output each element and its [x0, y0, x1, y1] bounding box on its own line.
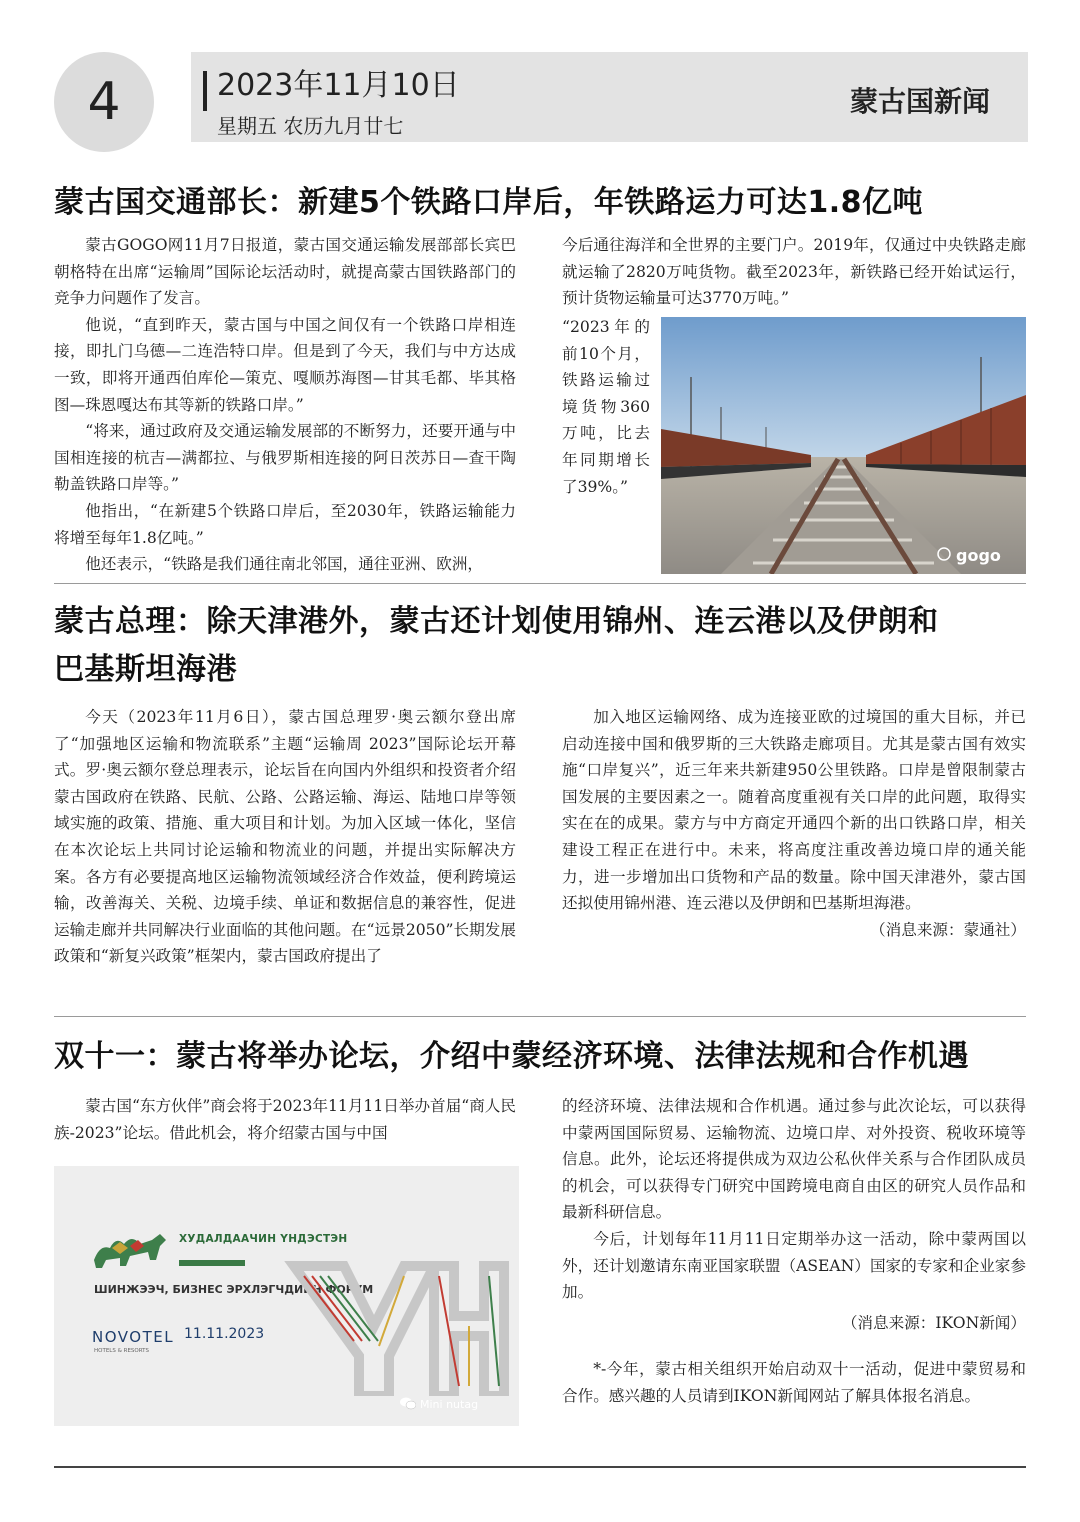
article-divider [54, 583, 1026, 584]
hotel-logo-sub: HOTELS & RESORTS [94, 1348, 150, 1354]
article1-paragraph: 蒙古GOGO网11月7日报道，蒙古国交通运输发展部部长宾巴朝格特在出席“运输周”国际论坛活动时，就提高蒙古国铁路部门的竞争力问题作了发言。 [54, 236, 516, 308]
article3-headline: 双十一：蒙古将举办论坛，介绍中蒙经济环境、法律法规和合作机遇 [54, 1039, 969, 1074]
article2-source: （消息来源：蒙通社） [870, 920, 1026, 939]
forum-title-underline [179, 1260, 245, 1266]
photo-side-caption: “2023年的前10个月，铁路运输过境货物360万吨，比去年同期增长了39%。” [562, 318, 650, 496]
article1-headline: 蒙古国交通部长：新建5个铁路口岸后，年铁路运力可达1.8亿吨 [54, 185, 924, 220]
article2-headline-line1: 蒙古总理：除天津港外，蒙古还计划使用锦州、连云港以及伊朗和 [54, 604, 939, 639]
forum-poster-image [54, 1166, 519, 1426]
article3-note [562, 1356, 1026, 1409]
article1-paragraph: “将来，通过政府及交通运输发展部的不断努力，还要开通与中国相连接的杭吉—满都拉、与俄罗斯相连接的阿日茨苏日—查干陶勒盖铁路口岸等。” [54, 422, 516, 494]
article2-left-paragraph: 今天（2023年11月6日），蒙古国总理罗·奥云额尔登出席了“加强地区运输和物流联系”主题“运输周 2023”国际论坛开幕式。罗·奥云额尔登总理表示，论坛旨在向国内外组织和投资者介绍蒙古国政府在铁路、民航、公路、公路运输、海运、陆地口岸等领域实施的政策、措施、重大项目和计划。为加入区域一体化，坚信在本次论坛上共同讨论运输和物流业的问题，并提出实际解决方案。各方有必要提高地区运输物流领域经济合作效益，便利跨境运输，改善海关、关税、边境手续、单证和数据信息的兼容性，促进运输走廊并共同解决行业面临的其他问题。在“远景2050”长期发展政策和“新复兴政策”框架内，蒙古国政府提出了 [54, 708, 516, 966]
article3-right-paragraph: 今后，计划每年11月11日定期举办这一活动，除中蒙两国以外，还计划邀请东南亚国家联盟（ASEAN）国家的专家和企业家参加。 [562, 1229, 1026, 1302]
article2-headline-line2: 巴基斯坦海港 [54, 652, 237, 687]
photo-watermark: gogo [956, 546, 1001, 565]
forum-subtitle: ШИНЖЭЭЧ, БИЗНЕС ЭРХЛЭГЧДИЙН ФОРУМ [94, 1283, 374, 1296]
article3-source: （消息来源：IKON新闻） [841, 1313, 1026, 1332]
image-watermark: Mini nutag [420, 1398, 479, 1411]
article2-right-column [562, 704, 1026, 943]
weekday-lunar-date: 星期五 农历九月廿七 [217, 114, 404, 138]
forum-title: ХУДАЛДААЧИН ҮНДЭСТЭН [179, 1233, 348, 1245]
article1-right-column [562, 232, 1026, 312]
footer-rule [54, 1466, 1026, 1468]
article1-right-paragraph: 今后通往海洋和全世界的主要门户。2019年，仅通过中央铁路走廊就运输了2820万吨货物。截至2023年，新铁路已经开始试运行，预计货物运输量可达3770万吨。” [562, 236, 1026, 308]
article-divider [54, 1016, 1026, 1017]
header-divider-bar [203, 71, 207, 111]
issue-date: 2023年11月10日 [217, 68, 460, 103]
section-title: 蒙古国新闻 [849, 85, 990, 118]
camel-logo-icon [90, 1230, 174, 1274]
header-band [191, 52, 1028, 142]
page-number-badge [54, 52, 154, 152]
article1-paragraph: 他还表示，“铁路是我们通往南北邻国，通往亚洲、欧洲， [85, 555, 484, 574]
yh-logo-graphic [284, 1246, 514, 1396]
wechat-icon [400, 1397, 416, 1410]
forum-date: 11.11.2023 [184, 1326, 265, 1342]
article1-paragraph: 他指出，“在新建5个铁路口岸后，至2030年，铁路运输能力将增至每年1.8亿吨。” [54, 501, 516, 547]
article2-right-paragraph: 加入地区运输网络、成为连接亚欧的过境国的重大目标，并已启动连接中国和俄罗斯的三大铁路走廊项目。尤其是蒙古国有效实施“口岸复兴”，近三年来共新建950公里铁路。口岸是曾限制蒙古国发展的主要因素之一。随着高度重视有关口岸的此问题，取得实实在在的成果。蒙方与中方商定开通四个新的出口铁路口岸，相关建设工程正在进行中。未来，将高度注重改善边境口岸的通关能力，进一步增加出口货物和产品的数量。除中国天津港外，蒙古国还拟使用锦州港、连云港以及伊朗和巴基斯坦海港。 [562, 708, 1026, 913]
article3-note-text: *-今年，蒙古相关组织开始启动双十一活动，促进中蒙贸易和合作。感兴趣的人员请到IKON新闻网站了解具体报名消息。 [562, 1360, 1026, 1405]
article3-left-column [54, 1093, 516, 1146]
article3-right-column [562, 1093, 1026, 1336]
hotel-logo: NOVOTEL [92, 1328, 175, 1346]
article2-left-column [54, 704, 516, 970]
article1-left-column [54, 232, 516, 578]
page-number: 4 [87, 72, 121, 132]
article3-right-paragraph: 的经济环境、法律法规和合作机遇。通过参与此次论坛，可以获得中蒙两国国际贸易、运输物流、边境口岸、对外投资、税收环境等信息。此外，论坛还将提供成为双边公私伙伴关系与合作团队成员的机会，可以获得专门研究中国跨境电商自由区的研究人员作品和最新科研信息。 [562, 1097, 1026, 1222]
article1-paragraph: 他说，“直到昨天，蒙古国与中国之间仅有一个铁路口岸相连接，即扎门乌德—二连浩特口岸。但是到了今天，我们与中方达成一致，即将开通西伯库伦—策克、嘎顺苏海图—甘其毛都、毕其格图—珠恩嘎达布其等新的铁路口岸。” [54, 315, 516, 414]
railway-photo [661, 317, 1026, 574]
article3-left-paragraph: 蒙古国“东方伙伴”商会将于2023年11月11日举办首届“商人民族-2023”论坛。借此机会，将介绍蒙古国与中国 [54, 1097, 516, 1142]
